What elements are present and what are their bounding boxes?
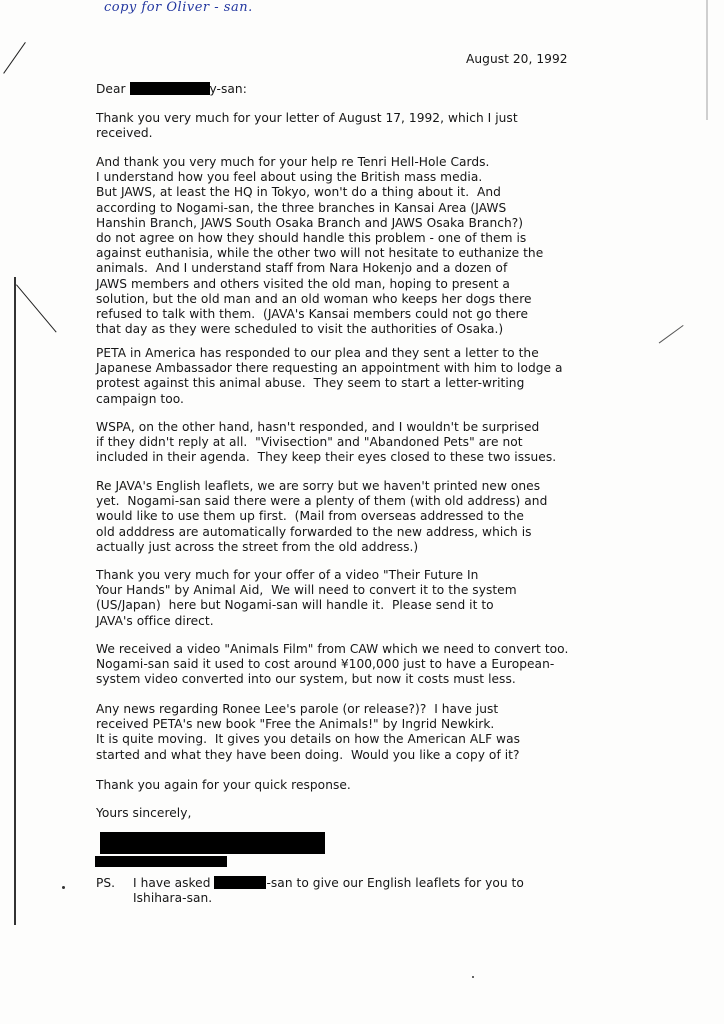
paragraph-news: Any news regarding Ronee Lee's parole (or release?)? I have just received PETA's new book "Free the Animals!" by Ingrid Newkirk. It is quite moving. It gives you details on how the American ALF was started and what they have been doing. Would you like a copy of it?	[96, 702, 520, 762]
postscript-prefix: I have asked	[133, 876, 215, 890]
paragraph-peta: PETA in America has responded to our plea and they sent a letter to the Japanese Ambassador there requesting an appointment with him to lodge a protest against this animal abuse. They seem to start a letter-writing campaign too.	[96, 346, 563, 406]
margin-mark	[659, 325, 684, 344]
paragraph-animals-film: We received a video "Animals Film" from CAW which we need to convert too. Nogami-san said it used to cost around ¥100,000 just to have a European- system video converted into our system, but now it costs must less.	[96, 642, 569, 687]
postscript-suffix: -san to give our English leaflets for you to	[266, 876, 524, 890]
paragraph-wspa: WSPA, on the other hand, hasn't responded, and I wouldn't be surprised if they didn't reply at all. "Vivisection" and "Abandoned Pets" are not included in their agenda. They keep their eyes closed to these two issues.	[96, 420, 557, 465]
scan-edge	[706, 0, 708, 120]
margin-mark	[16, 284, 57, 332]
paragraph-acknowledgement: Thank you very much for your letter of August 17, 1992, which I just received.	[96, 111, 518, 141]
postscript-line	[133, 876, 524, 891]
margin-mark	[3, 42, 26, 74]
stray-dot	[62, 886, 65, 889]
letter-date: August 20, 1992	[466, 52, 568, 66]
paragraph-leaflets: Re JAVA's English leaflets, we are sorry but we haven't printed new ones yet. Nogami-san said there were a plenty of them (with old address) and would like to use them up first. (Mail from overseas addressed to the old adddress are automatically forwarded to the new address, which is actually just across the street from the old address.)	[96, 479, 548, 554]
redacted-signature	[100, 832, 325, 854]
closing: Yours sincerely,	[96, 806, 192, 820]
paragraph-thanks: Thank you again for your quick response.	[96, 778, 351, 792]
stray-dot	[472, 976, 474, 978]
handwritten-note: copy for Oliver - san.	[104, 0, 253, 15]
margin-line	[14, 277, 16, 925]
paragraph-tenri: And thank you very much for your help re Tenri Hell-Hole Cards. I understand how you feel about using the British mass media. But JAWS, at least the HQ in Tokyo, won't do a thing about it. And according to Nogami-san, the three branches in Kansai Area (JAWS Hanshin Branch, JAWS South Osaka Branch and JAWS Osaka Branch?) do not agree on how they should handle this problem - one of them is against euthanisia, while the other two will not hesitate to euthanize the animals. And I understand staff from Nara Hokenjo and a dozen of JAWS members and others visited the old man, hoping to present a solution, but the old man and an old woman who keeps her dogs there refused to talk with them. (JAVA's Kansai members could not go there that day as they were scheduled to visit the authorities of Osaka.)	[96, 155, 544, 337]
postscript-label: PS.	[96, 876, 116, 890]
redacted-name	[130, 82, 210, 95]
redacted-signature-line	[95, 856, 227, 867]
salutation	[96, 82, 247, 97]
redacted-name	[214, 876, 266, 889]
paragraph-video-offer: Thank you very much for your offer of a video "Their Future In Your Hands" by Animal Aid, We will need to convert it to the system (US/Japan) here but Nogami-san will handle it. Please send it to JAVA's office direct.	[96, 568, 517, 628]
salutation-prefix: Dear	[96, 82, 130, 96]
postscript-line: Ishihara-san.	[133, 891, 213, 905]
salutation-suffix: y-san:	[209, 82, 247, 96]
